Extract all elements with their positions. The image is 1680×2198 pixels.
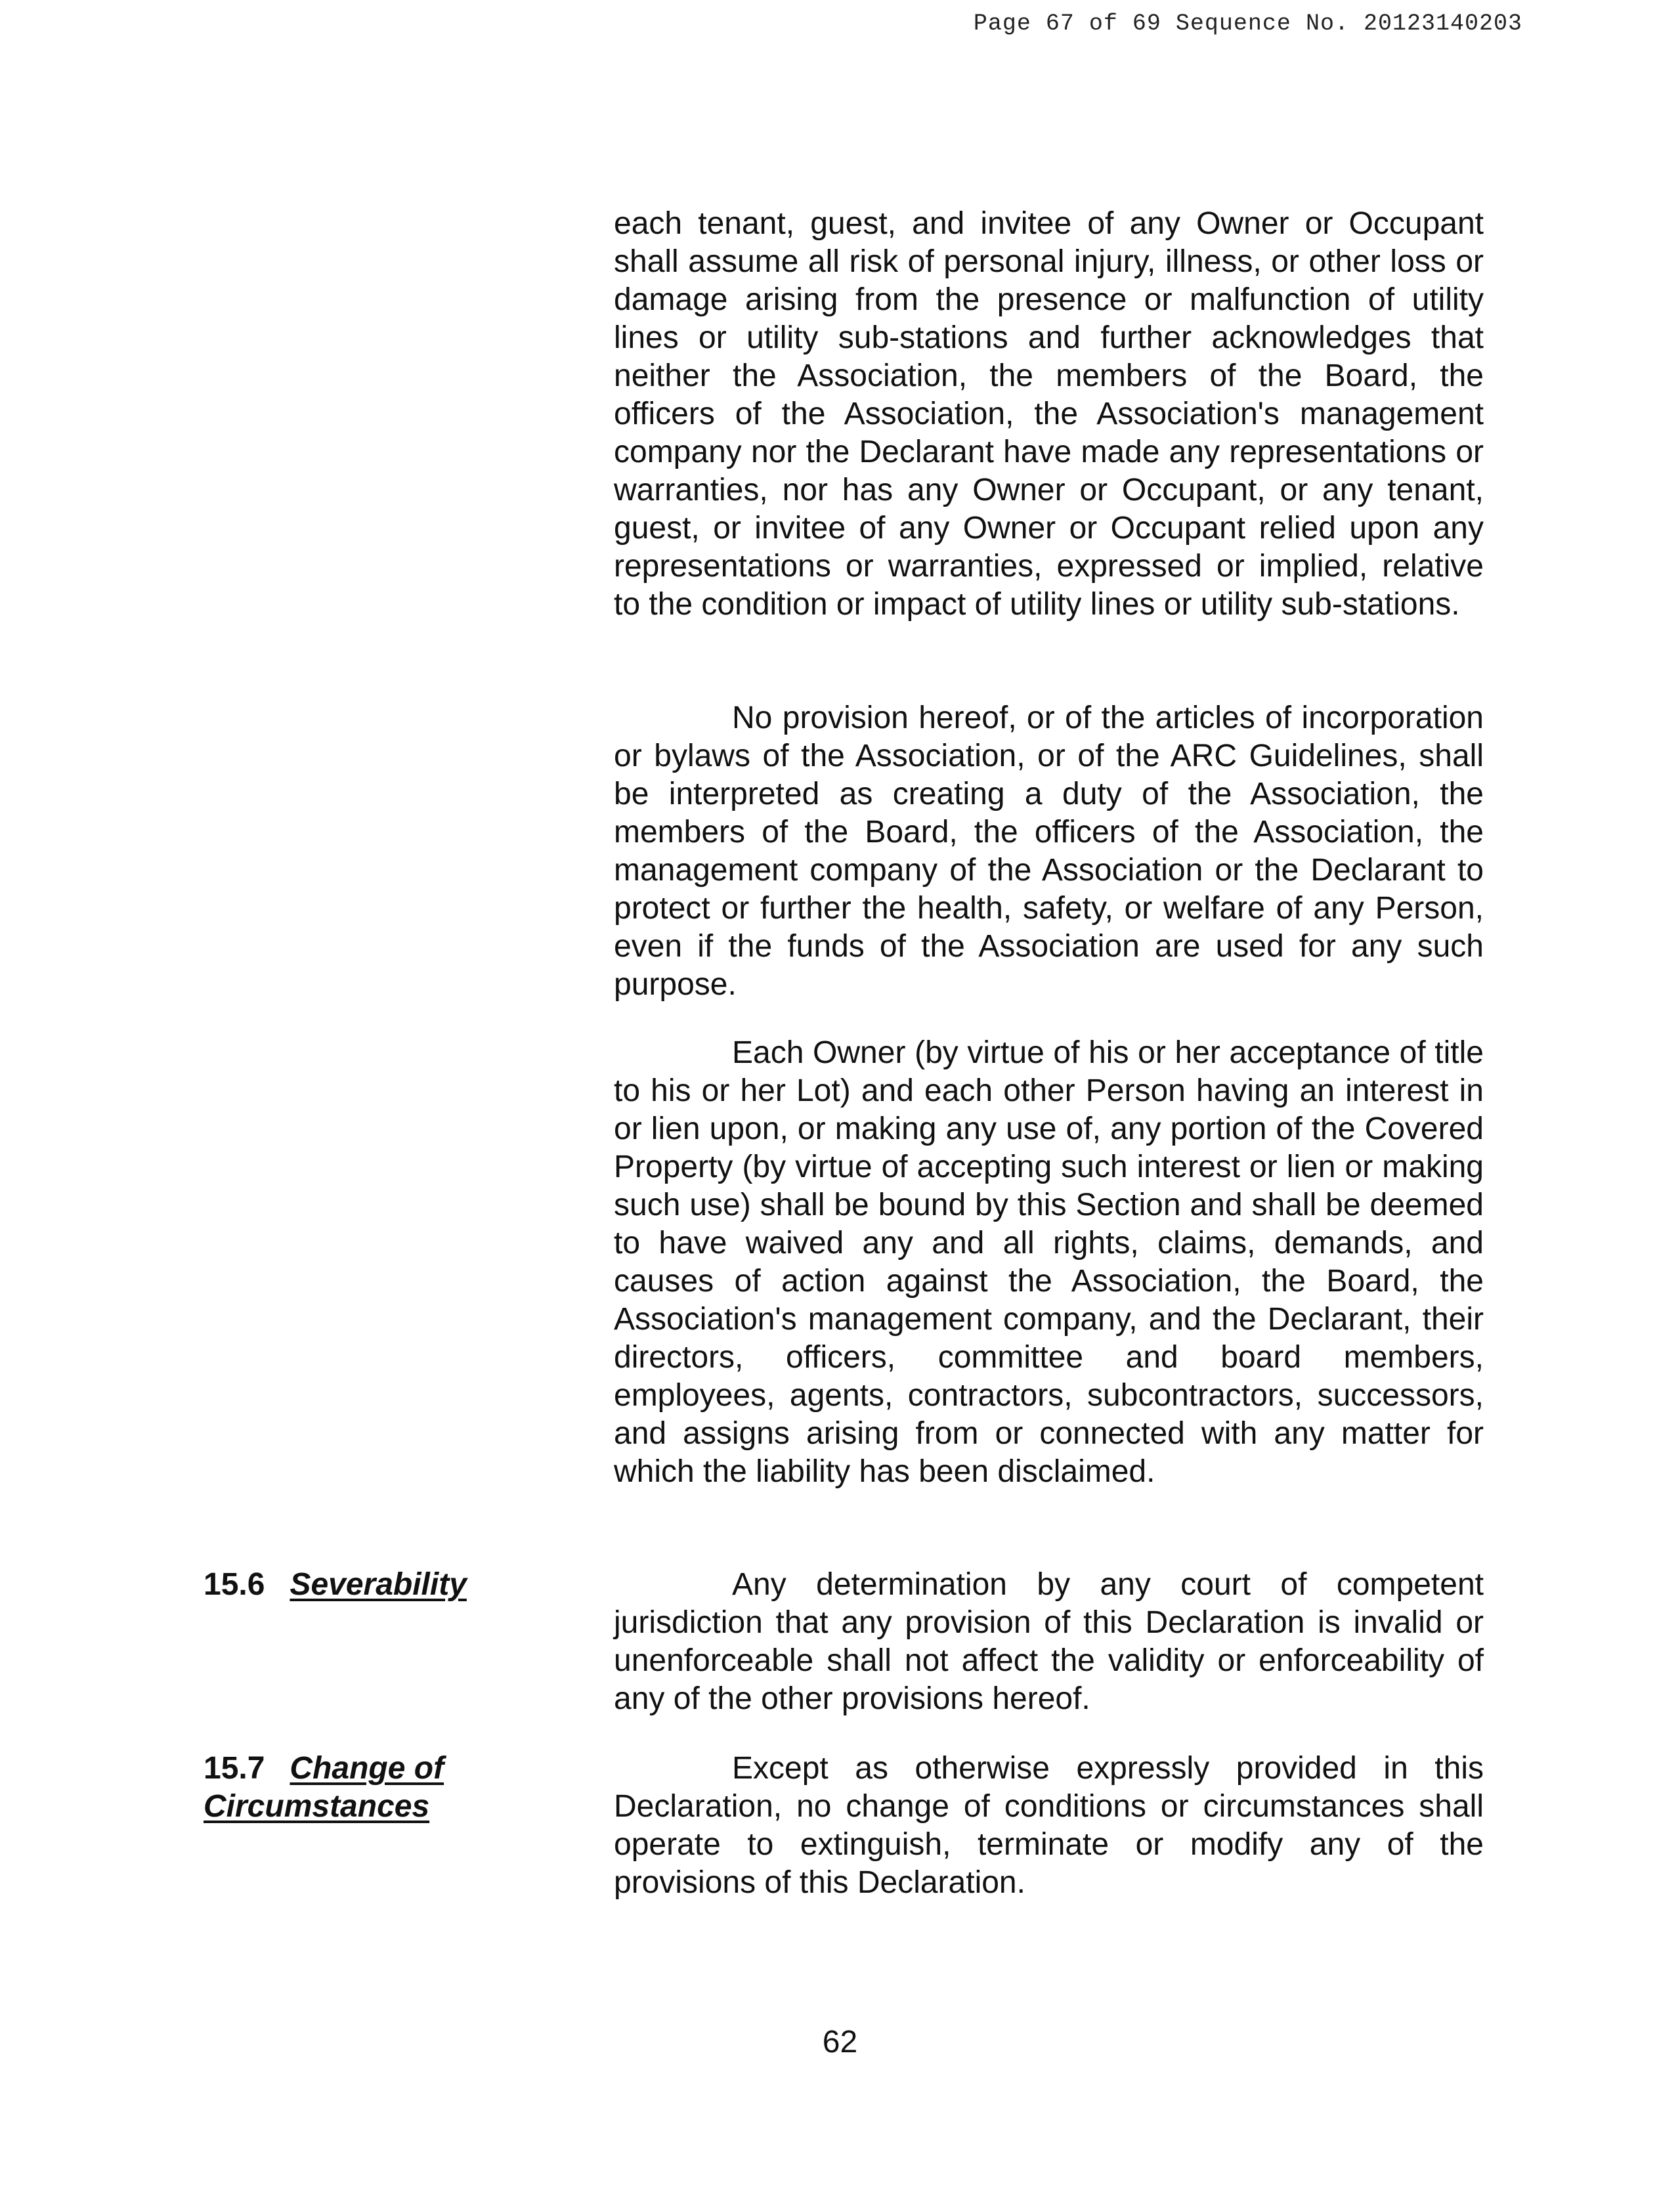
page-number: 62 (822, 2025, 858, 2059)
section-text-severability: Any determination by any court of competent jurisdiction that any provision of this Declaration is invalid or unenforceable shall not affect the validity or enforceability of any of the other provisions hereof. (614, 1567, 1484, 1716)
paragraph-utility-risk: each tenant, guest, and invitee of any Owner or Occupant shall assume all risk of personal injury, illness, or other loss or damage arising from the presence or malfunction of utility lines or utility sub-stations and further acknowledges that neither the Association, the members of the Board, the officers of the Association, the Association's management company nor the Declarant have made any representations or warranties, nor has any Owner or Occupant, or any tenant, guest, or invitee of any Owner or Occupant relied upon any representations or warranties, expressed or implied, relative to the condition or impact of utility lines or utility sub-stations. (614, 206, 1484, 622)
paragraph-waiver: Each Owner (by virtue of his or her acceptance of title to his or her Lot) and each other Person having an interest in or lien upon, or making any use of, any portion of the Covered Property (by virtue of accepting such interest or lien or making such use) shall be bound by this Section and shall be deemed to have waived any and all rights, claims, demands, and causes of action against the Association, the Board, the Association's management company, and the Declarant, their directors, officers, committee and board members, employees, agents, contractors, subcontractors, successors, and assigns arising from or connected with any matter for which the liability has been disclaimed. (614, 1035, 1484, 1489)
section-heading-severability (204, 1566, 571, 1604)
section-heading-change-of-circumstances (204, 1750, 571, 1826)
section-number: 15.6 (204, 1567, 265, 1602)
section-number: 15.7 (204, 1751, 265, 1786)
section-title-continued: Circumstances (204, 1789, 430, 1824)
section-title: Change of (290, 1751, 444, 1786)
section-text-change-of-circumstances: Except as otherwise expressly provided in this Declaration, no change of conditions or circumstances shall operate to extinguish, terminate or modify any of the provisions of this Declaration. (614, 1751, 1484, 1900)
paragraph-no-duty: No provision hereof, or of the articles of incorporation or bylaws of the Association, or of the ARC Guidelines, shall be interpreted as creating a duty of the Association, the members of the Board, the officers of the Association, the management company of the Association or the Declarant to protect or further the health, safety, or welfare of any Person, even if the funds of the Association are used for any such purpose. (614, 700, 1484, 1002)
section-title: Severability (290, 1567, 467, 1602)
page-header: Page 67 of 69 Sequence No. 20123140203 (973, 11, 1522, 37)
